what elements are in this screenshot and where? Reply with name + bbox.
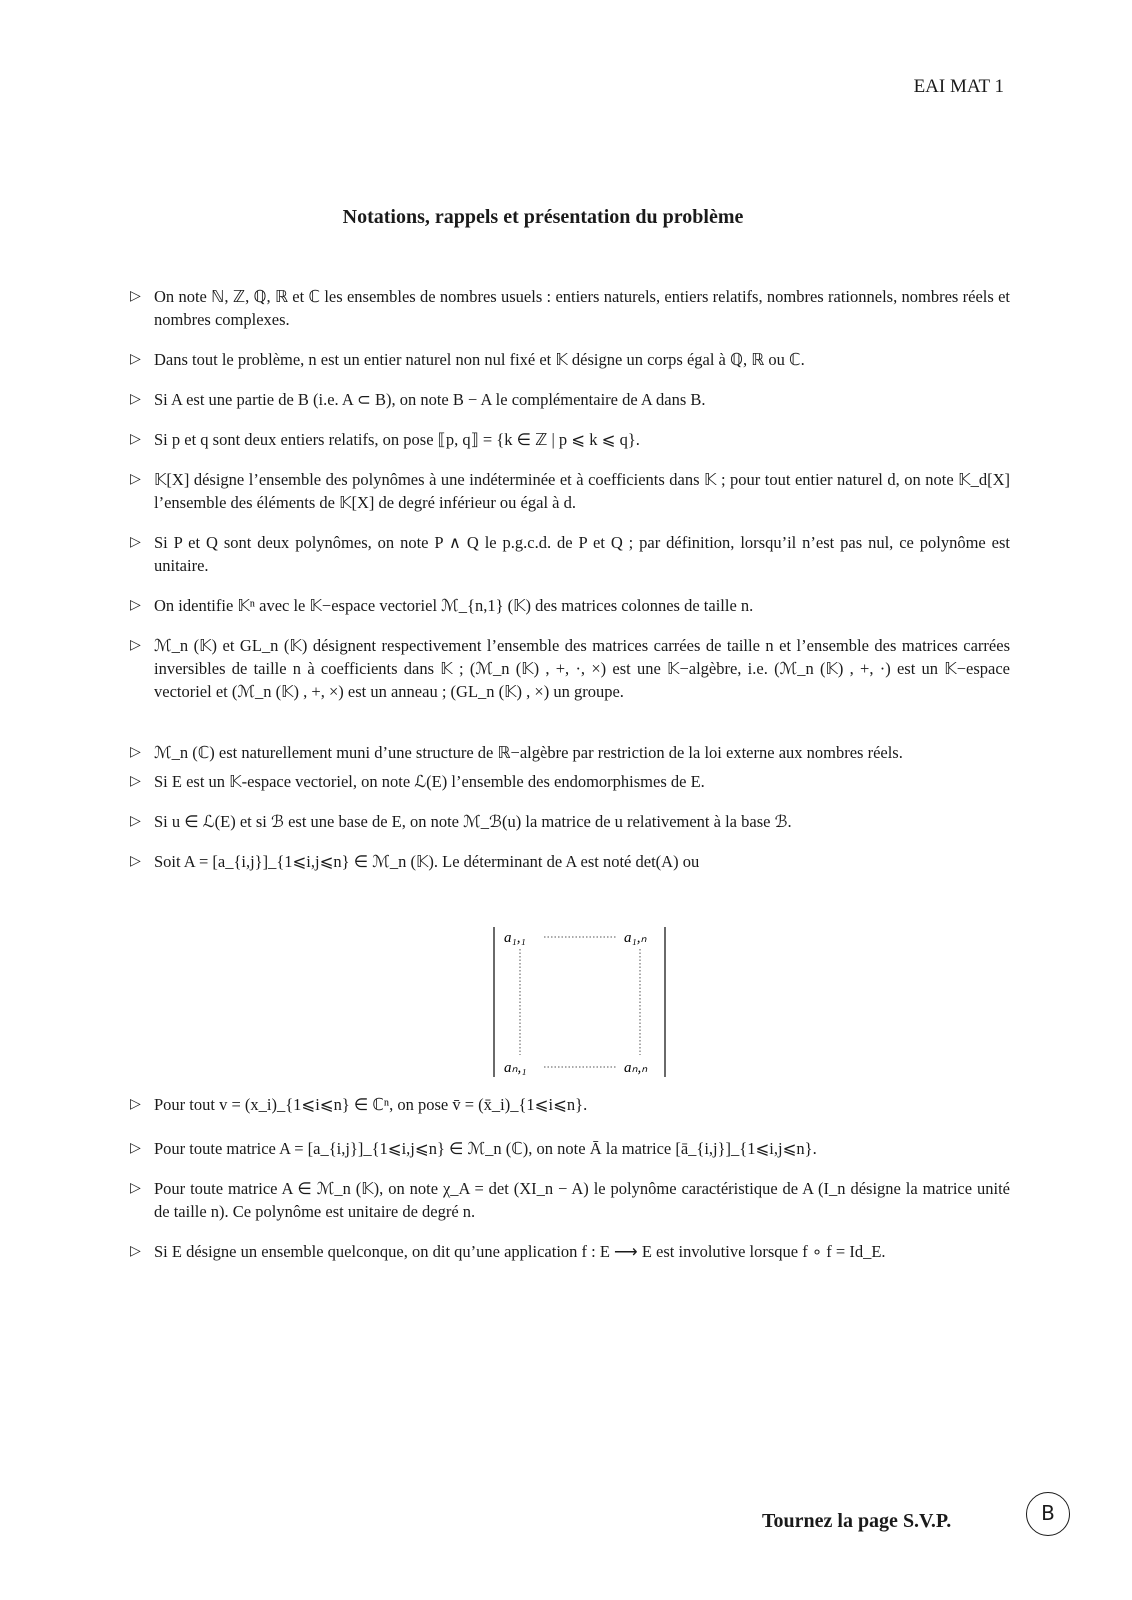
entry-bottom-left: aₙ,₁	[504, 1060, 527, 1076]
list-item: ▷ On note ℕ, ℤ, ℚ, ℝ et ℂ les ensembles de nombres usuels : entiers naturels, entiers relatifs, nombres rationnels, nombres réels et nombres complexes.	[130, 287, 1010, 329]
bullet-icon: ▷	[130, 597, 141, 613]
bullet-icon: ▷	[130, 853, 141, 869]
bullet-icon: ▷	[130, 773, 141, 789]
list-item: ▷ Si E est un 𝕂-espace vectoriel, on note ℒ(E) l’ensemble des endomorphismes de E.	[130, 772, 705, 791]
list-item: ▷ Dans tout le problème, n est un entier naturel non nul fixé et 𝕂 désigne un corps égal à ℚ, ℝ ou ℂ.	[130, 350, 805, 369]
list-item: ▷ Pour tout v = (x_i)_{1⩽i⩽n} ∈ ℂⁿ, on pose v̄ = (x̄_i)_{1⩽i⩽n}.	[130, 1095, 588, 1114]
determinant-svg	[492, 925, 667, 1079]
list-item: ▷ ℳ_n (𝕂) et GL_n (𝕂) désignent respectivement l’ensemble des matrices carrées de taille n et l’ensemble des matrices carrées inversibles de taille n à coefficients dans 𝕂 ; (ℳ_n (𝕂) , +, ·, ×) est une 𝕂−algèbre, i.e. (ℳ_n (𝕂) , +, ·) est un 𝕂−espace vectoriel et (ℳ_n (𝕂) , +, ×) est un anneau ; (GL_n (𝕂) , ×) un groupe.	[130, 636, 1010, 701]
list-item: ▷ Pour toute matrice A = [a_{i,j}]_{1⩽i,j⩽n} ∈ ℳ_n (ℂ), on note Ā la matrice [ā_{i,j}]_{1⩽i,j⩽n}.	[130, 1139, 817, 1158]
list-item: ▷ Si A est une partie de B (i.e. A ⊂ B), on note B − A le complémentaire de A dans B.	[130, 390, 706, 409]
entry-top-left: a₁,₁	[504, 930, 526, 946]
section-title: Notations, rappels et présentation du problème	[342, 206, 744, 228]
list-item: ▷ Si p et q sont deux entiers relatifs, on pose ⟦p, q⟧ = {k ∈ ℤ | p ⩽ k ⩽ q}.	[130, 430, 640, 449]
bullet-icon: ▷	[130, 431, 141, 447]
list-item: ▷ Pour toute matrice A ∈ ℳ_n (𝕂), on note χ_A = det (XI_n − A) le polynôme caractéristique de A (I_n désigne la matrice unité de taille n). Ce polynôme est unitaire de degré n.	[130, 1179, 1010, 1221]
bullet-icon: ▷	[130, 1140, 141, 1156]
list-item: ▷ Si P et Q sont deux polynômes, on note P ∧ Q le p.g.c.d. de P et Q ; par définition, lorsqu’il n’est pas nul, ce polynôme est unitaire.	[130, 533, 1010, 575]
list-item: ▷ 𝕂[X] désigne l’ensemble des polynômes à une indéterminée et à coefficients dans 𝕂 ; pour tout entier naturel d, on note 𝕂_d[X] l’ensemble des éléments de 𝕂[X] de degré inférieur ou égal à d.	[130, 470, 1010, 512]
entry-top-right: a₁,ₙ	[624, 930, 647, 946]
footer-badge: B	[1026, 1492, 1070, 1536]
entry-bottom-right: aₙ,ₙ	[624, 1060, 648, 1076]
bullet-icon: ▷	[130, 288, 141, 304]
list-item: ▷ Si u ∈ ℒ(E) et si ℬ est une base de E, on note ℳ_ℬ(u) la matrice de u relativement à la base ℬ.	[130, 812, 792, 831]
bullet-icon: ▷	[130, 1243, 141, 1259]
bullet-icon: ▷	[130, 471, 141, 487]
notation-list	[130, 285, 1010, 1263]
determinant-display	[492, 925, 667, 1079]
list-item: ▷ On identifie 𝕂ⁿ avec le 𝕂−espace vectoriel ℳ_{n,1} (𝕂) des matrices colonnes de taille n.	[130, 596, 754, 615]
bullet-icon: ▷	[130, 391, 141, 407]
header-code: EAI MAT 1	[913, 76, 1004, 97]
list-item: ▷ Soit A = [a_{i,j}]_{1⩽i,j⩽n} ∈ ℳ_n (𝕂). Le déterminant de A est noté det(A) ou	[130, 852, 700, 871]
bullet-icon: ▷	[130, 351, 141, 367]
bullet-icon: ▷	[130, 1096, 141, 1112]
bullet-icon: ▷	[130, 637, 141, 653]
bullet-icon: ▷	[130, 1180, 141, 1196]
bullet-icon: ▷	[130, 813, 141, 829]
bullet-icon: ▷	[130, 534, 141, 550]
list-item: ▷ Si E désigne un ensemble quelconque, on dit qu’une application f : E ⟶ E est involutive lorsque f ∘ f = Id_E.	[130, 1242, 886, 1261]
list-item: ▷ ℳ_n (ℂ) est naturellement muni d’une structure de ℝ−algèbre par restriction de la loi externe aux nombres réels.	[130, 743, 903, 762]
footer-turn-page: Tournez la page S.V.P.	[762, 1510, 952, 1532]
bullet-icon: ▷	[130, 744, 141, 760]
